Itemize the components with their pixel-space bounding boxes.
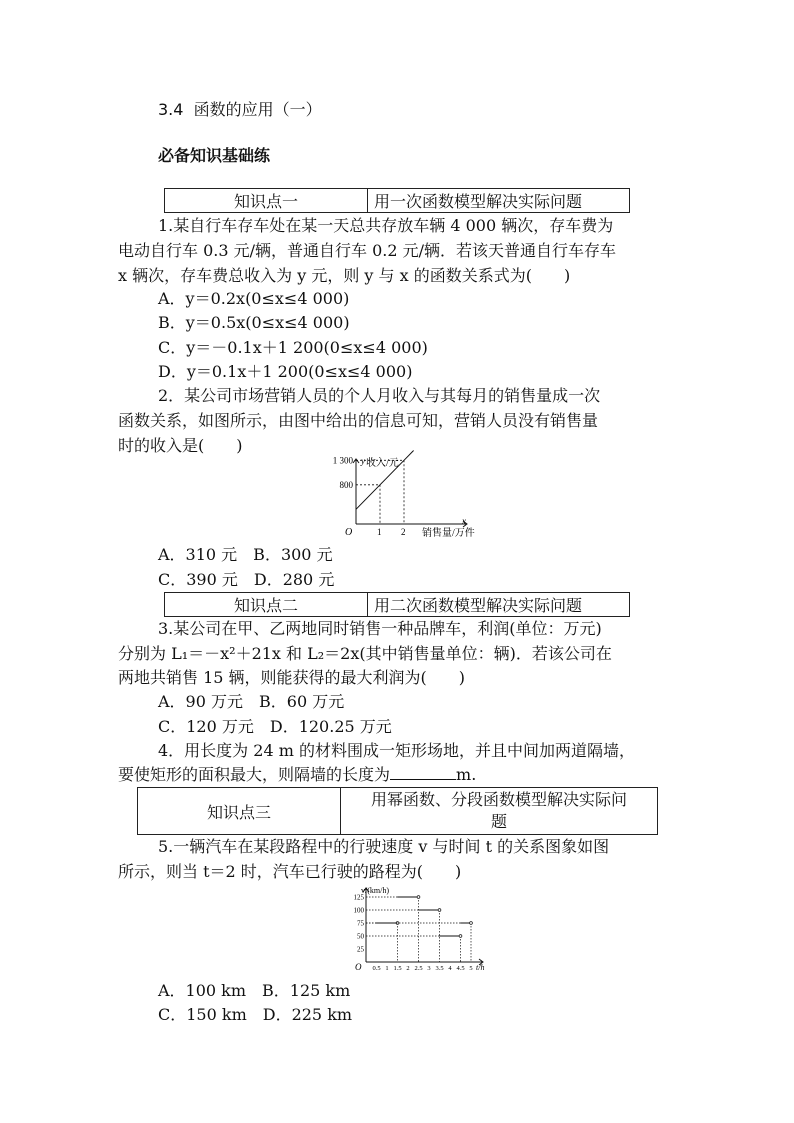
speed-chart-ylabel: v/(km/h) — [361, 886, 389, 895]
x-tick-label: 3 — [427, 965, 431, 972]
q3-line-1: 3.某公司在甲、乙两地同时销售一种品牌车，利润(单位：万元) — [158, 619, 602, 638]
y-tick-label: 75 — [357, 919, 364, 928]
income-chart-ylabel: 收入/元 — [366, 458, 399, 469]
q2-options-ab: A．310 元 B．300 元 — [158, 545, 333, 564]
y-tick-label: 800 — [339, 479, 353, 490]
q1-option-a: A．y＝0.2x(0≤x≤4 000) — [158, 289, 350, 308]
x-tick-label: 4 — [448, 965, 452, 972]
q3-options-ab: A．90 万元 B．60 万元 — [158, 692, 345, 711]
practice-subtitle: 必备知识基础练 — [158, 146, 271, 165]
q1-line-1: 1.某自行车存车处在某一天总共存放车辆 4 000 辆次，存车费为 — [158, 216, 614, 235]
q2-line-1: 2．某公司市场营销人员的个人月收入与其每月的销售量成一次 — [158, 386, 601, 405]
knowledge-point-3-desc-line-2: 题 — [490, 812, 507, 831]
x-tick-label: 4.5 — [456, 965, 465, 972]
x-tick-label: 3.5 — [435, 965, 444, 972]
answer-blank[interactable] — [390, 765, 456, 780]
step-open-endpoint — [470, 922, 473, 925]
y-tick-label: 125 — [353, 893, 364, 902]
q1-option-c: C．y＝－0.1x＋1 200(0≤x≤4 000) — [158, 338, 428, 357]
knowledge-point-3-table — [137, 787, 658, 835]
y-tick-label: 100 — [353, 906, 364, 915]
step-open-endpoint — [459, 935, 462, 938]
knowledge-point-1-desc: 用一次函数模型解决实际问题 — [368, 189, 630, 213]
q5-options-cd: C．150 km D．225 km — [158, 1005, 353, 1024]
q3-line-3: 两地共销售 15 辆，则能获得的最大利润为( ) — [118, 668, 466, 687]
speed-time-chart — [336, 884, 496, 974]
q5-options-ab: A．100 km B．125 km — [158, 981, 351, 1000]
section-number: 3.4 — [158, 100, 184, 119]
speed-chart-xlabel: t/h — [476, 963, 485, 972]
income-chart-yvar: y — [361, 456, 365, 466]
x-tick-label: 0.5 — [372, 965, 381, 972]
q1-option-b: B．y＝0.5x(0≤x≤4 000) — [158, 313, 350, 332]
knowledge-point-3-name: 知识点三 — [138, 788, 341, 835]
q1-option-d: D．y＝0.1x＋1 200(0≤x≤4 000) — [158, 362, 413, 381]
q1-line-3: x 辆次，存车费总收入为 y 元，则 y 与 x 的函数关系式为( ) — [118, 266, 571, 285]
q4-line-2 — [118, 765, 476, 785]
x-tick-label: 2.5 — [414, 965, 423, 972]
q2-line-3: 时的收入是( ) — [118, 436, 243, 455]
q5-line-1: 5.一辆汽车在某段路程中的行驶速度 v 与时间 t 的关系图象如图 — [158, 837, 610, 856]
income-chart-xlabel: 销售量/万件 — [422, 528, 475, 539]
y-tick-label: 25 — [357, 945, 364, 954]
q4-line-2-text: 要使矩形的面积最大，则隔墙的长度为 — [118, 765, 391, 784]
x-tick-label: 5 — [469, 965, 473, 972]
q4-line-1: 4．用长度为 24 m 的材料围成一矩形场地，并且中间加两道隔墙， — [158, 741, 635, 760]
q4-unit: m. — [456, 765, 477, 784]
q1-line-2: 电动自行车 0.3 元/辆，普通自行车 0.2 元/辆．若该天普通自行车存车 — [118, 241, 617, 260]
knowledge-point-3-desc — [341, 788, 658, 835]
section-title: 函数的应用（一） — [193, 100, 322, 119]
income-chart-origin: O — [345, 527, 353, 538]
income-chart — [332, 455, 496, 540]
q2-line-2: 函数关系，如图所示，由图中给出的信息可知，营销人员没有销售量 — [118, 411, 599, 430]
section-heading — [158, 100, 322, 120]
x-tick-label: 1.5 — [393, 965, 402, 972]
y-tick-label: 1 300 — [332, 455, 353, 466]
q3-options-cd: C．120 万元 D．120.25 万元 — [158, 717, 392, 736]
knowledge-point-1-name: 知识点一 — [165, 189, 368, 213]
y-tick-label: 50 — [357, 932, 364, 941]
x-tick-label: 1 — [377, 527, 382, 537]
knowledge-point-2-table — [164, 592, 630, 617]
q3-line-2: 分别为 L₁＝－x²＋21x 和 L₂＝2x(其中销售量单位：辆)．若该公司在 — [118, 644, 612, 663]
step-open-endpoint — [438, 909, 441, 912]
step-open-endpoint — [417, 896, 420, 899]
x-tick-label: 2 — [401, 527, 406, 537]
q5-line-2: 所示，则当 t＝2 时，汽车已行驶的路程为( ) — [118, 862, 462, 881]
knowledge-point-3-desc-line-1: 用幂函数、分段函数模型解决实际问 — [370, 790, 627, 809]
x-tick-label: 2 — [406, 965, 410, 972]
x-tick-label: 1 — [385, 965, 389, 972]
knowledge-point-2-name: 知识点二 — [165, 593, 368, 617]
income-chart-xvar: x — [462, 516, 466, 526]
q2-options-cd: C．390 元 D．280 元 — [158, 570, 335, 589]
knowledge-point-2-desc: 用二次函数模型解决实际问题 — [368, 593, 630, 617]
knowledge-point-1-table — [164, 188, 630, 213]
speed-chart-origin: O — [355, 962, 362, 972]
